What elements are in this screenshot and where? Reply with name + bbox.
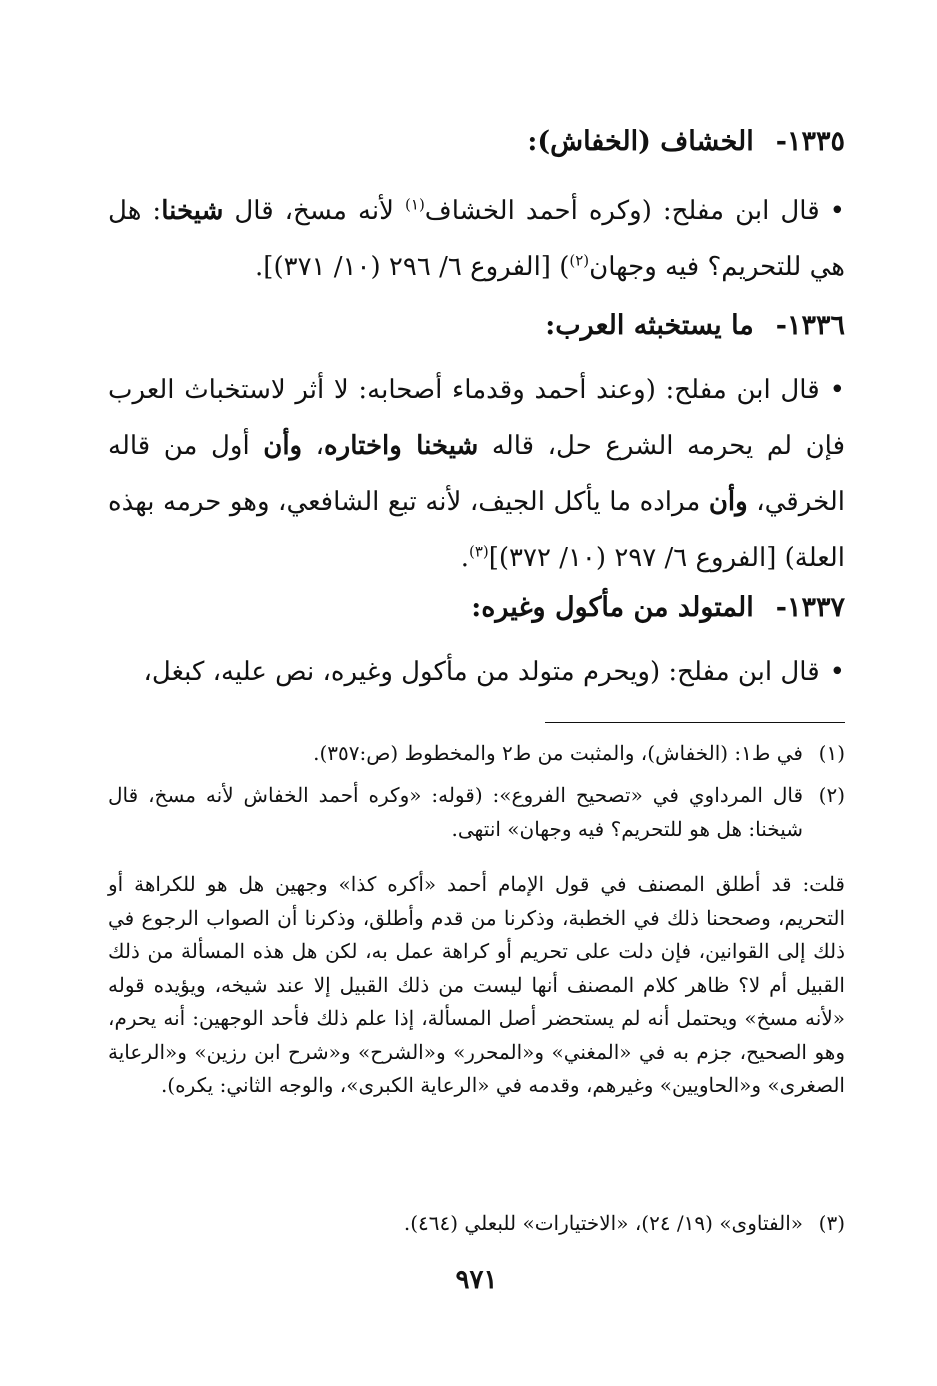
footnote-2 — [108, 779, 845, 846]
footnote-2-continuation — [108, 868, 845, 1103]
section-heading-1337 — [108, 588, 845, 628]
section-number: ١٣٣٧- — [775, 592, 845, 623]
section-title: المتولد من مأكول وغيره: — [471, 592, 754, 623]
footnote-text: «الفتاوى» (١٩/ ٢٤)، «الاختيارات» للبعلي (٤٦٤). — [403, 1211, 803, 1235]
bullet-icon: • — [829, 196, 845, 226]
footnote-ref-1[interactable]: (١) — [405, 195, 425, 214]
footnote-text: في ط١: (الخفاش)، والمثبت من ط٢ والمخطوط (ص:٣٥٧). — [313, 741, 803, 765]
page-number: ٩٧١ — [455, 1265, 498, 1295]
section-title: الخشاف (الخفاش): — [527, 126, 754, 157]
footnote-3 — [108, 1207, 845, 1241]
paragraph-1335: •قال ابن مفلح: (وكره أحمد الخشاف$^{(١)}$ لأنه مسخ، قال شيخنا: هل هي للتحريم؟ فيه وجهان$^{(٢)}$) [الفروع ٦/ ٢٩٦ (١٠/ ٣٧١)]. — [108, 195, 845, 282]
book-page — [108, 0, 845, 1386]
paragraph-1336: •قال ابن مفلح: (وعند أحمد وقدماء أصحابه: لا أثر لاستخباث العرب فإن لم يحرمه الشرع حل، قاله شيخنا واختاره، وأن أول من قاله الخرقي، وأن مراده ما يأكل الجيف، لأنه تبع الشافعي، وهو حرمه بهذه العلة) [الفروع ٦/ ٢٩٧ (١٠/ ٣٧٢)]$^{(٣)}$. — [108, 375, 846, 573]
footnote-divider — [545, 722, 845, 723]
section-title: ما يستخبثه العرب: — [545, 310, 754, 341]
footnote-number: (١) — [818, 741, 845, 765]
paragraph-1337: •قال ابن مفلح: (ويحرم متولد من مأكول وغيره، نص عليه، كبغل، — [143, 657, 845, 687]
section-heading-1335 — [108, 122, 845, 162]
section-heading-1336 — [108, 306, 845, 346]
footnote-number: (٢) — [818, 783, 845, 807]
section-number: ١٣٣٥- — [775, 126, 845, 157]
bullet-icon: • — [829, 375, 845, 405]
section-number: ١٣٣٦- — [775, 310, 845, 341]
footnote-number: (٣) — [818, 1211, 845, 1235]
footnote-1 — [108, 737, 845, 771]
footnote-text: قال المرداوي في «تصحيح الفروع»: (قوله: «وكره أحمد الخفاش لأنه مسخ، قال شيخنا: هل هو للتحريم؟ فيه وجهان» انتهى. — [108, 783, 803, 841]
footnote-ref-2[interactable]: (٢) — [569, 251, 590, 270]
footnote-text: قلت: قد أطلق المصنف في قول الإمام أحمد «أكره كذا» وجهين هل هو للكراهة أو التحريم، وصححنا ذلك في الخطبة، وذكرنا من قدم وأطلق، وذكرنا أن الصواب الرجوع في ذلك إلى القوانين، فإن دلت على تحريم أو كراهة عمل به، لكن هل هذه المسألة من ذلك القبيل أم لا؟ ظاهر كلام المصنف أنها ليست من ذلك القبيل إلا عند شيخه، ويؤيده قوله «لأنه مسخ» ويحتمل أنه لم يستحضر أصل المسألة، إذا علم ذلك فأحد الوجهين: أنه يحرم، وهو الصحيح، جزم به في «المغني» و«المحرر» و«الشرح» و«شرح ابن رزين» و«الرعاية الصغرى» و«الحاويين» وغيرهم، وقدمه في «الرعاية الكبرى»، والوجه الثاني: يكره). — [108, 872, 845, 1097]
bullet-icon: • — [829, 657, 845, 687]
footnote-ref-3[interactable]: (٣) — [468, 542, 489, 561]
